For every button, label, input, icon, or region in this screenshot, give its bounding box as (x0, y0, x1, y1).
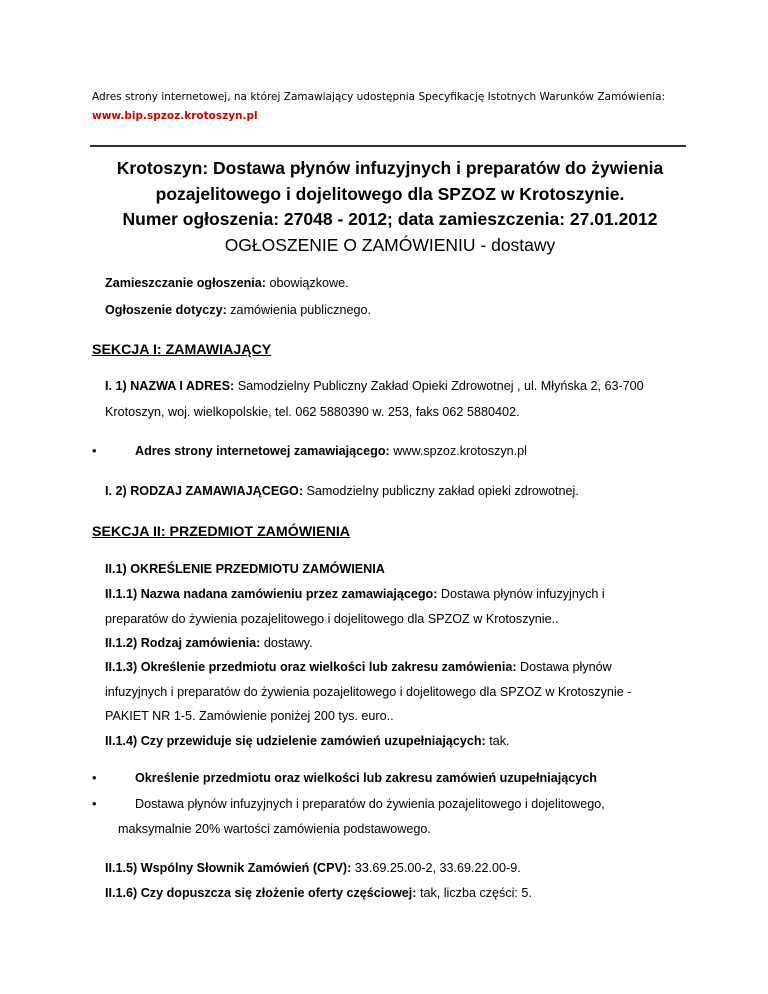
item-2-1-5: II.1.5) Wspólny Słownik Zamówień (CPV): 33.69.25.00-2, 33.69.22.00-9. (105, 861, 521, 875)
supplementary-scope-label: Określenie przedmiotu oraz wielkości lub zakresu zamówień uzupełniających (135, 771, 597, 785)
item-2-1-4: II.1.4) Czy przewiduje się udzielenie zamówień uzupełniających: tak. (105, 734, 510, 748)
contracting-type: I. 2) RODZAJ ZAMAWIAJĄCEGO: Samodzielny publiczny zakład opieki zdrowotnej. (105, 484, 579, 498)
title-line-1: Krotoszyn: Dostawa płynów infuzyjnych i preparatów do żywienia (116, 158, 664, 178)
bip-intro-text: Adres strony internetowej, na której Zamawiający udostępnia Specyfikację Istotnych Warunków Zamówienia: (92, 91, 666, 103)
title-line-3: Numer ogłoszenia: 27048 - 2012; data zamieszczenia: 27.01.2012 (122, 209, 658, 229)
section-1-heading: SEKCJA I: ZAMAWIAJĄCY (92, 342, 272, 358)
item-2-1-6: II.1.6) Czy dopuszcza się złożenie oferty częściowej: tak, liczba części: 5. (105, 886, 532, 900)
website-info: Adres strony internetowej zamawiającego: www.spzoz.krotoszyn.pl (135, 444, 527, 458)
section-2-heading: SEKCJA II: PRZEDMIOT ZAMÓWIENIA (92, 524, 351, 540)
item-2-1-3-line-2: infuzyjnych i preparatów do żywienia pozajelitowego i dojelitowego dla SPZOZ w Krotoszynie - (105, 685, 632, 699)
item-2-1-3-line-3: PAKIET NR 1-5. Zamówienie poniżej 200 tys. euro.. (105, 709, 394, 723)
concerns-info: Ogłoszenie dotyczy: zamówienia publicznego. (105, 303, 371, 317)
bullet-icon: • (92, 796, 97, 811)
item-2-1-3-line-1: II.1.3) Określenie przedmiotu oraz wielkości lub zakresu zamówienia: Dostawa płynów (105, 660, 612, 674)
item-2-1-1-line-1: II.1.1) Nazwa nadana zamówieniu przez zamawiającego: Dostawa płynów infuzyjnych i (105, 587, 605, 601)
placement-info: Zamieszczanie ogłoszenia: obowiązkowe. (105, 276, 349, 290)
title-line-4: OGŁOSZENIE O ZAMÓWIENIU - dostawy (224, 234, 556, 255)
supplementary-scope-line-2: maksymalnie 20% wartości zamówienia podstawowego. (118, 822, 431, 836)
divider (90, 145, 686, 147)
name-address-line-2: Krotoszyn, woj. wielkopolskie, tel. 062 5880390 w. 253, faks 062 5880402. (105, 405, 520, 419)
name-address-line-1: I. 1) NAZWA I ADRES: Samodzielny Publiczny Zakład Opieki Zdrowotnej , ul. Młyńska 2, 63-700 (105, 379, 644, 393)
bullet-icon: • (92, 443, 97, 458)
item-2-1-1-line-2: preparatów do żywienia pozajelitowego i dojelitowego dla SPZOZ w Krotoszynie.. (105, 612, 559, 626)
item-2-1-2: II.1.2) Rodzaj zamówienia: dostawy. (105, 636, 313, 650)
title-line-2: pozajelitowego i dojelitowego dla SPZOZ w Krotoszynie. (155, 183, 625, 204)
supplementary-scope-line-1: Dostawa płynów infuzyjnych i preparatów do żywienia pozajelitowego i dojelitowego, (135, 797, 605, 811)
bullet-icon: • (92, 770, 97, 785)
bip-url-link[interactable]: www.bip.spzoz.krotoszyn.pl (92, 110, 258, 122)
section-2-subheading: II.1) OKREŚLENIE PRZEDMIOTU ZAMÓWIENIA (105, 562, 385, 576)
notice-title (92, 156, 688, 258)
